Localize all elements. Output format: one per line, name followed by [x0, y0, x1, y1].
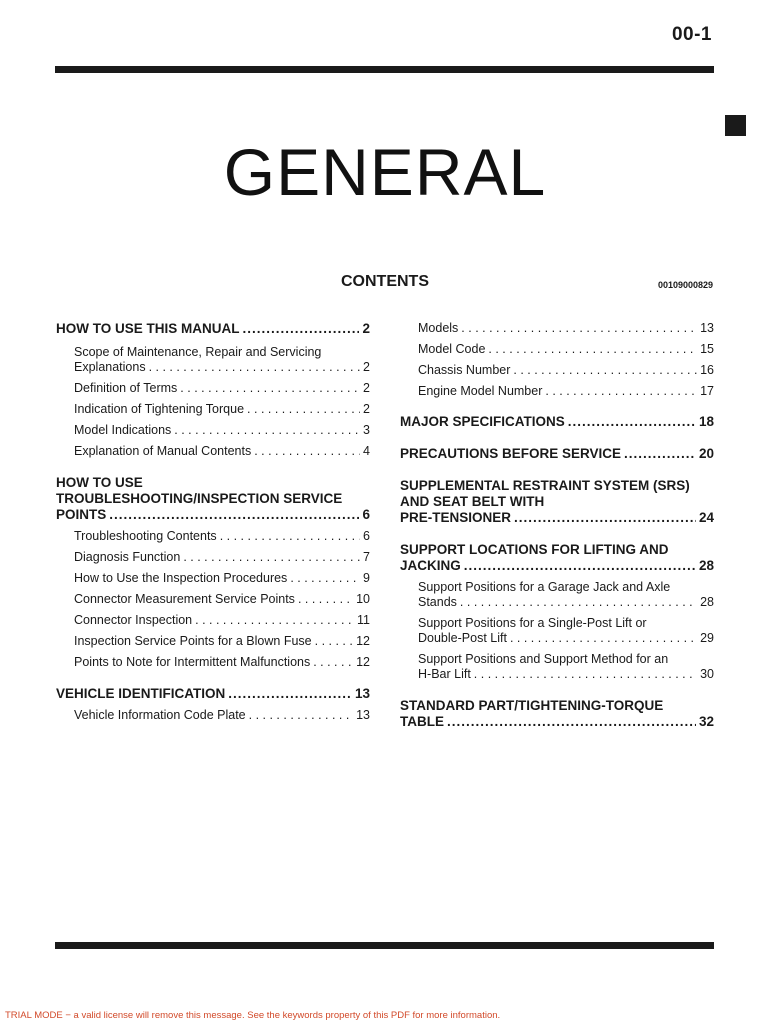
dot-leader	[464, 558, 696, 574]
dot-leader	[228, 686, 352, 702]
toc-section-support-locations[interactable]: SUPPORT LOCATIONS FOR LIFTING AND JACKING ..... 28	[400, 542, 714, 574]
toc-section-vehicle-identification	[56, 686, 370, 723]
toc-section-standard-part-table[interactable]: STANDARD PART/TIGHTENING-TORQUE TABLE ..... 32	[400, 698, 714, 730]
page-title: GENERAL	[223, 135, 547, 209]
toc-item[interactable]: Chassis Number . . . 16	[400, 363, 714, 378]
toc-item[interactable]: How to Use the Inspection Procedures . . . 9	[56, 571, 370, 586]
section-tab-marker	[725, 115, 746, 136]
dot-leader	[174, 423, 360, 438]
dot-leader	[514, 510, 696, 526]
toc-item[interactable]: Points to Note for Intermittent Malfunctions . . . 12	[56, 655, 370, 670]
dot-leader	[195, 613, 354, 628]
dot-leader	[474, 667, 697, 682]
toc-item[interactable]: Support Positions for a Single-Post Lift or Double-Post Lift . . . 29	[400, 616, 714, 646]
toc-section-srs[interactable]: SUPPLEMENTAL RESTRAINT SYSTEM (SRS) AND SEAT BELT WITH PRE-TENSIONER ..... 24	[400, 478, 714, 526]
toc-item[interactable]: Definition of Terms . . . 2	[56, 381, 370, 396]
toc-item[interactable]: Scope of Maintenance, Repair and Servicing Explanations . . . 2	[56, 345, 370, 375]
dot-leader	[249, 708, 353, 723]
dot-leader	[247, 402, 360, 417]
toc-right-column	[400, 319, 714, 730]
toc-item[interactable]: Vehicle Information Code Plate . . . 13	[56, 708, 370, 723]
toc-item[interactable]: Indication of Tightening Torque . . . 2	[56, 402, 370, 417]
toc-left-column	[56, 319, 370, 723]
toc-section-troubleshooting	[56, 475, 370, 670]
dot-leader	[624, 446, 696, 462]
toc-section-title[interactable]: HOW TO USE THIS MANUAL ..... 2	[56, 321, 370, 337]
dot-leader	[568, 414, 696, 430]
contents-heading: CONTENTS	[341, 273, 429, 290]
toc-item[interactable]: Diagnosis Function . . . 7	[56, 550, 370, 565]
dot-leader	[254, 444, 360, 459]
toc-item[interactable]: Engine Model Number . . . 17	[400, 384, 714, 399]
toc-section-major-specifications[interactable]: MAJOR SPECIFICATIONS ..... 18	[400, 414, 714, 430]
dot-leader	[315, 634, 353, 649]
dot-leader	[488, 342, 697, 357]
toc-section-title[interactable]: VEHICLE IDENTIFICATION ..... 13	[56, 686, 370, 702]
dot-leader	[298, 592, 353, 607]
dot-leader	[461, 321, 697, 336]
dot-leader	[220, 529, 360, 544]
page-number: 00-1	[671, 24, 712, 45]
trial-mode-notice: TRIAL MODE − a valid license will remove this message. See the keywords property of this PDF for more information.	[5, 1010, 501, 1021]
dot-leader	[243, 321, 360, 337]
dot-leader	[545, 384, 697, 399]
dot-leader	[290, 571, 360, 586]
toc-item[interactable]: Explanation of Manual Contents . . . 4	[56, 444, 370, 459]
dot-leader	[447, 714, 696, 730]
dot-leader	[149, 360, 360, 375]
dot-leader	[510, 631, 697, 646]
toc-item[interactable]: Connector Measurement Service Points . . . 10	[56, 592, 370, 607]
dot-leader	[313, 655, 353, 670]
toc-section-precautions[interactable]: PRECAUTIONS BEFORE SERVICE ..... 20	[400, 446, 714, 462]
toc-item[interactable]: Model Indications . . . 3	[56, 423, 370, 438]
dot-leader	[180, 381, 360, 396]
dot-leader	[109, 507, 359, 523]
bottom-rule	[55, 942, 714, 949]
toc-item[interactable]: Models . . . 13	[400, 321, 714, 336]
dot-leader	[513, 363, 697, 378]
toc-item[interactable]: Model Code . . . 15	[400, 342, 714, 357]
toc-item[interactable]: Inspection Service Points for a Blown Fuse . . . 12	[56, 634, 370, 649]
toc-item[interactable]: Support Positions and Support Method for an H-Bar Lift . . . 30	[400, 652, 714, 682]
document-code: 00109000829	[657, 280, 713, 290]
toc-item[interactable]: Connector Inspection . . . 11	[56, 613, 370, 628]
toc-item[interactable]: Support Positions for a Garage Jack and Axle Stands . . . 28	[400, 580, 714, 610]
toc-section-how-to-use-manual	[56, 321, 370, 459]
dot-leader	[460, 595, 697, 610]
top-rule	[55, 66, 714, 73]
toc-section-title[interactable]: HOW TO USE TROUBLESHOOTING/INSPECTION SERVICE POINTS ..... 6	[56, 475, 370, 523]
toc-item[interactable]: Troubleshooting Contents . . . 6	[56, 529, 370, 544]
dot-leader	[183, 550, 360, 565]
